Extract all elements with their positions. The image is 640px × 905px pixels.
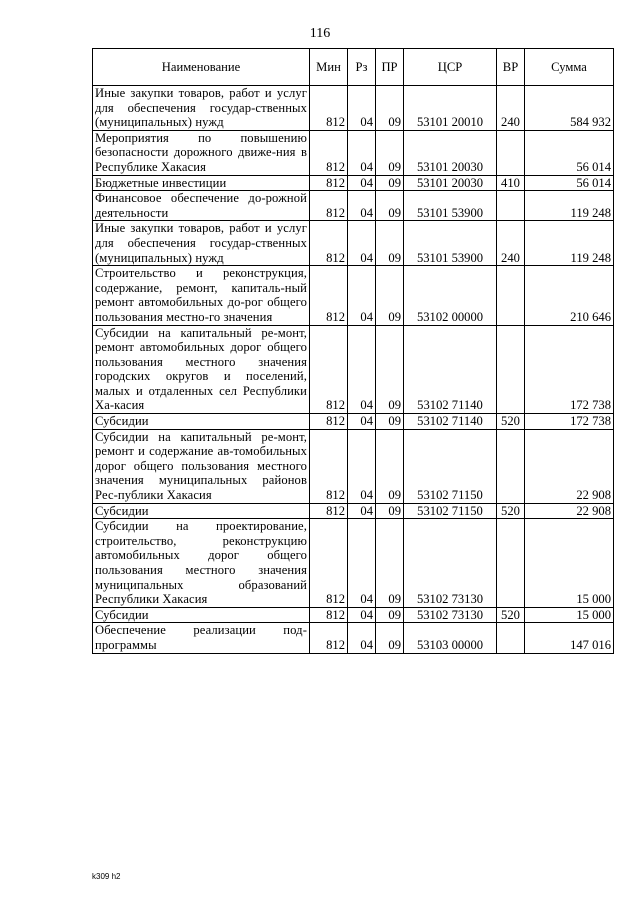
cell-vr — [497, 130, 525, 175]
cell-csr: 53101 53900 — [404, 221, 497, 266]
table-row — [93, 175, 614, 191]
cell-pr: 09 — [376, 175, 404, 191]
cell-sum: 22 908 — [525, 503, 614, 519]
cell-pr: 09 — [376, 266, 404, 325]
table-row — [93, 607, 614, 623]
cell-name: Обеспечение реализации под-программы — [93, 623, 310, 653]
cell-vr: 240 — [497, 86, 525, 131]
cell-name: Мероприятия по повышению безопасности дорожного движе-ния в Республике Хакасия — [93, 130, 310, 175]
cell-name: Субсидии на капитальный ре-монт, ремонт и содержание ав-томобильных дорог общего пользования местного значения муниципальных районов Рес-публики Хакасия — [93, 429, 310, 503]
cell-rz: 04 — [348, 266, 376, 325]
header-csr: ЦСР — [404, 49, 497, 86]
cell-rz: 04 — [348, 414, 376, 430]
table-body — [93, 86, 614, 654]
table-row — [93, 266, 614, 325]
cell-csr: 53102 73130 — [404, 607, 497, 623]
cell-pr: 09 — [376, 221, 404, 266]
cell-vr: 520 — [497, 607, 525, 623]
header-sum: Сумма — [525, 49, 614, 86]
cell-rz: 04 — [348, 175, 376, 191]
cell-sum: 15 000 — [525, 607, 614, 623]
cell-pr: 09 — [376, 519, 404, 608]
cell-pr: 09 — [376, 325, 404, 414]
cell-pr: 09 — [376, 414, 404, 430]
cell-min: 812 — [310, 429, 348, 503]
table-row — [93, 325, 614, 414]
cell-vr: 520 — [497, 414, 525, 430]
cell-min: 812 — [310, 86, 348, 131]
cell-pr: 09 — [376, 130, 404, 175]
page-number: 116 — [309, 26, 331, 41]
header-min: Мин — [310, 49, 348, 86]
cell-name: Строительство и реконструкция, содержание, ремонт, капиталь-ный ремонт автомобильных до-рог общего пользования местно-го значения — [93, 266, 310, 325]
cell-vr — [497, 623, 525, 653]
cell-name: Бюджетные инвестиции — [93, 175, 310, 191]
cell-rz: 04 — [348, 519, 376, 608]
cell-vr — [497, 519, 525, 608]
cell-csr: 53101 20010 — [404, 86, 497, 131]
footer-code: k309 h2 — [92, 872, 121, 881]
header-name: Наименование — [93, 49, 310, 86]
header-rz: Рз — [348, 49, 376, 86]
table-row — [93, 221, 614, 266]
cell-rz: 04 — [348, 325, 376, 414]
cell-sum: 584 932 — [525, 86, 614, 131]
cell-vr: 520 — [497, 503, 525, 519]
cell-name: Субсидии — [93, 607, 310, 623]
cell-sum: 172 738 — [525, 414, 614, 430]
cell-name: Субсидии на проектирование, строительство, реконструкцию автомобильных дорог общего пользования местного значения муниципальных образований Республики Хакасия — [93, 519, 310, 608]
cell-min: 812 — [310, 325, 348, 414]
cell-vr — [497, 429, 525, 503]
cell-sum: 56 014 — [525, 130, 614, 175]
cell-sum: 210 646 — [525, 266, 614, 325]
cell-min: 812 — [310, 503, 348, 519]
cell-min: 812 — [310, 175, 348, 191]
cell-name: Иные закупки товаров, работ и услуг для обеспечения государ-ственных (муниципальных) нужд — [93, 86, 310, 131]
cell-csr: 53102 73130 — [404, 519, 497, 608]
cell-pr: 09 — [376, 191, 404, 221]
cell-min: 812 — [310, 414, 348, 430]
table-row — [93, 623, 614, 653]
table-row — [93, 86, 614, 131]
cell-pr: 09 — [376, 429, 404, 503]
cell-name: Финансовое обеспечение до-рожной деятельности — [93, 191, 310, 221]
cell-min: 812 — [310, 607, 348, 623]
header-pr: ПР — [376, 49, 404, 86]
cell-pr: 09 — [376, 503, 404, 519]
table-row — [93, 429, 614, 503]
table-row — [93, 191, 614, 221]
cell-rz: 04 — [348, 503, 376, 519]
cell-name: Субсидии — [93, 414, 310, 430]
cell-min: 812 — [310, 221, 348, 266]
budget-table — [92, 48, 614, 654]
header-vr: ВР — [497, 49, 525, 86]
cell-sum: 22 908 — [525, 429, 614, 503]
cell-pr: 09 — [376, 607, 404, 623]
cell-rz: 04 — [348, 221, 376, 266]
cell-sum: 119 248 — [525, 191, 614, 221]
cell-min: 812 — [310, 191, 348, 221]
cell-pr: 09 — [376, 623, 404, 653]
cell-rz: 04 — [348, 86, 376, 131]
cell-rz: 04 — [348, 607, 376, 623]
cell-min: 812 — [310, 266, 348, 325]
cell-vr — [497, 325, 525, 414]
cell-sum: 172 738 — [525, 325, 614, 414]
cell-rz: 04 — [348, 623, 376, 653]
cell-csr: 53103 00000 — [404, 623, 497, 653]
cell-csr: 53102 71150 — [404, 429, 497, 503]
cell-sum: 147 016 — [525, 623, 614, 653]
cell-csr: 53101 20030 — [404, 175, 497, 191]
cell-min: 812 — [310, 519, 348, 608]
table-row — [93, 503, 614, 519]
cell-name: Субсидии на капитальный ре-монт, ремонт автомобильных дорог общего пользования местного значения городских округов и поселений, малых и отдаленных сел Республики Ха-касия — [93, 325, 310, 414]
table-row — [93, 130, 614, 175]
cell-csr: 53102 00000 — [404, 266, 497, 325]
cell-sum: 15 000 — [525, 519, 614, 608]
cell-vr: 410 — [497, 175, 525, 191]
table-header-row — [93, 49, 614, 86]
cell-csr: 53102 71140 — [404, 325, 497, 414]
cell-pr: 09 — [376, 86, 404, 131]
cell-rz: 04 — [348, 191, 376, 221]
cell-vr: 240 — [497, 221, 525, 266]
cell-name: Иные закупки товаров, работ и услуг для обеспечения государ-ственных (муниципальных) нужд — [93, 221, 310, 266]
cell-min: 812 — [310, 130, 348, 175]
cell-min: 812 — [310, 623, 348, 653]
table-row — [93, 519, 614, 608]
cell-csr: 53102 71150 — [404, 503, 497, 519]
cell-sum: 119 248 — [525, 221, 614, 266]
cell-csr: 53101 20030 — [404, 130, 497, 175]
cell-name: Субсидии — [93, 503, 310, 519]
cell-vr — [497, 191, 525, 221]
cell-rz: 04 — [348, 429, 376, 503]
table-row — [93, 414, 614, 430]
cell-csr: 53102 71140 — [404, 414, 497, 430]
cell-vr — [497, 266, 525, 325]
cell-rz: 04 — [348, 130, 376, 175]
cell-csr: 53101 53900 — [404, 191, 497, 221]
cell-sum: 56 014 — [525, 175, 614, 191]
